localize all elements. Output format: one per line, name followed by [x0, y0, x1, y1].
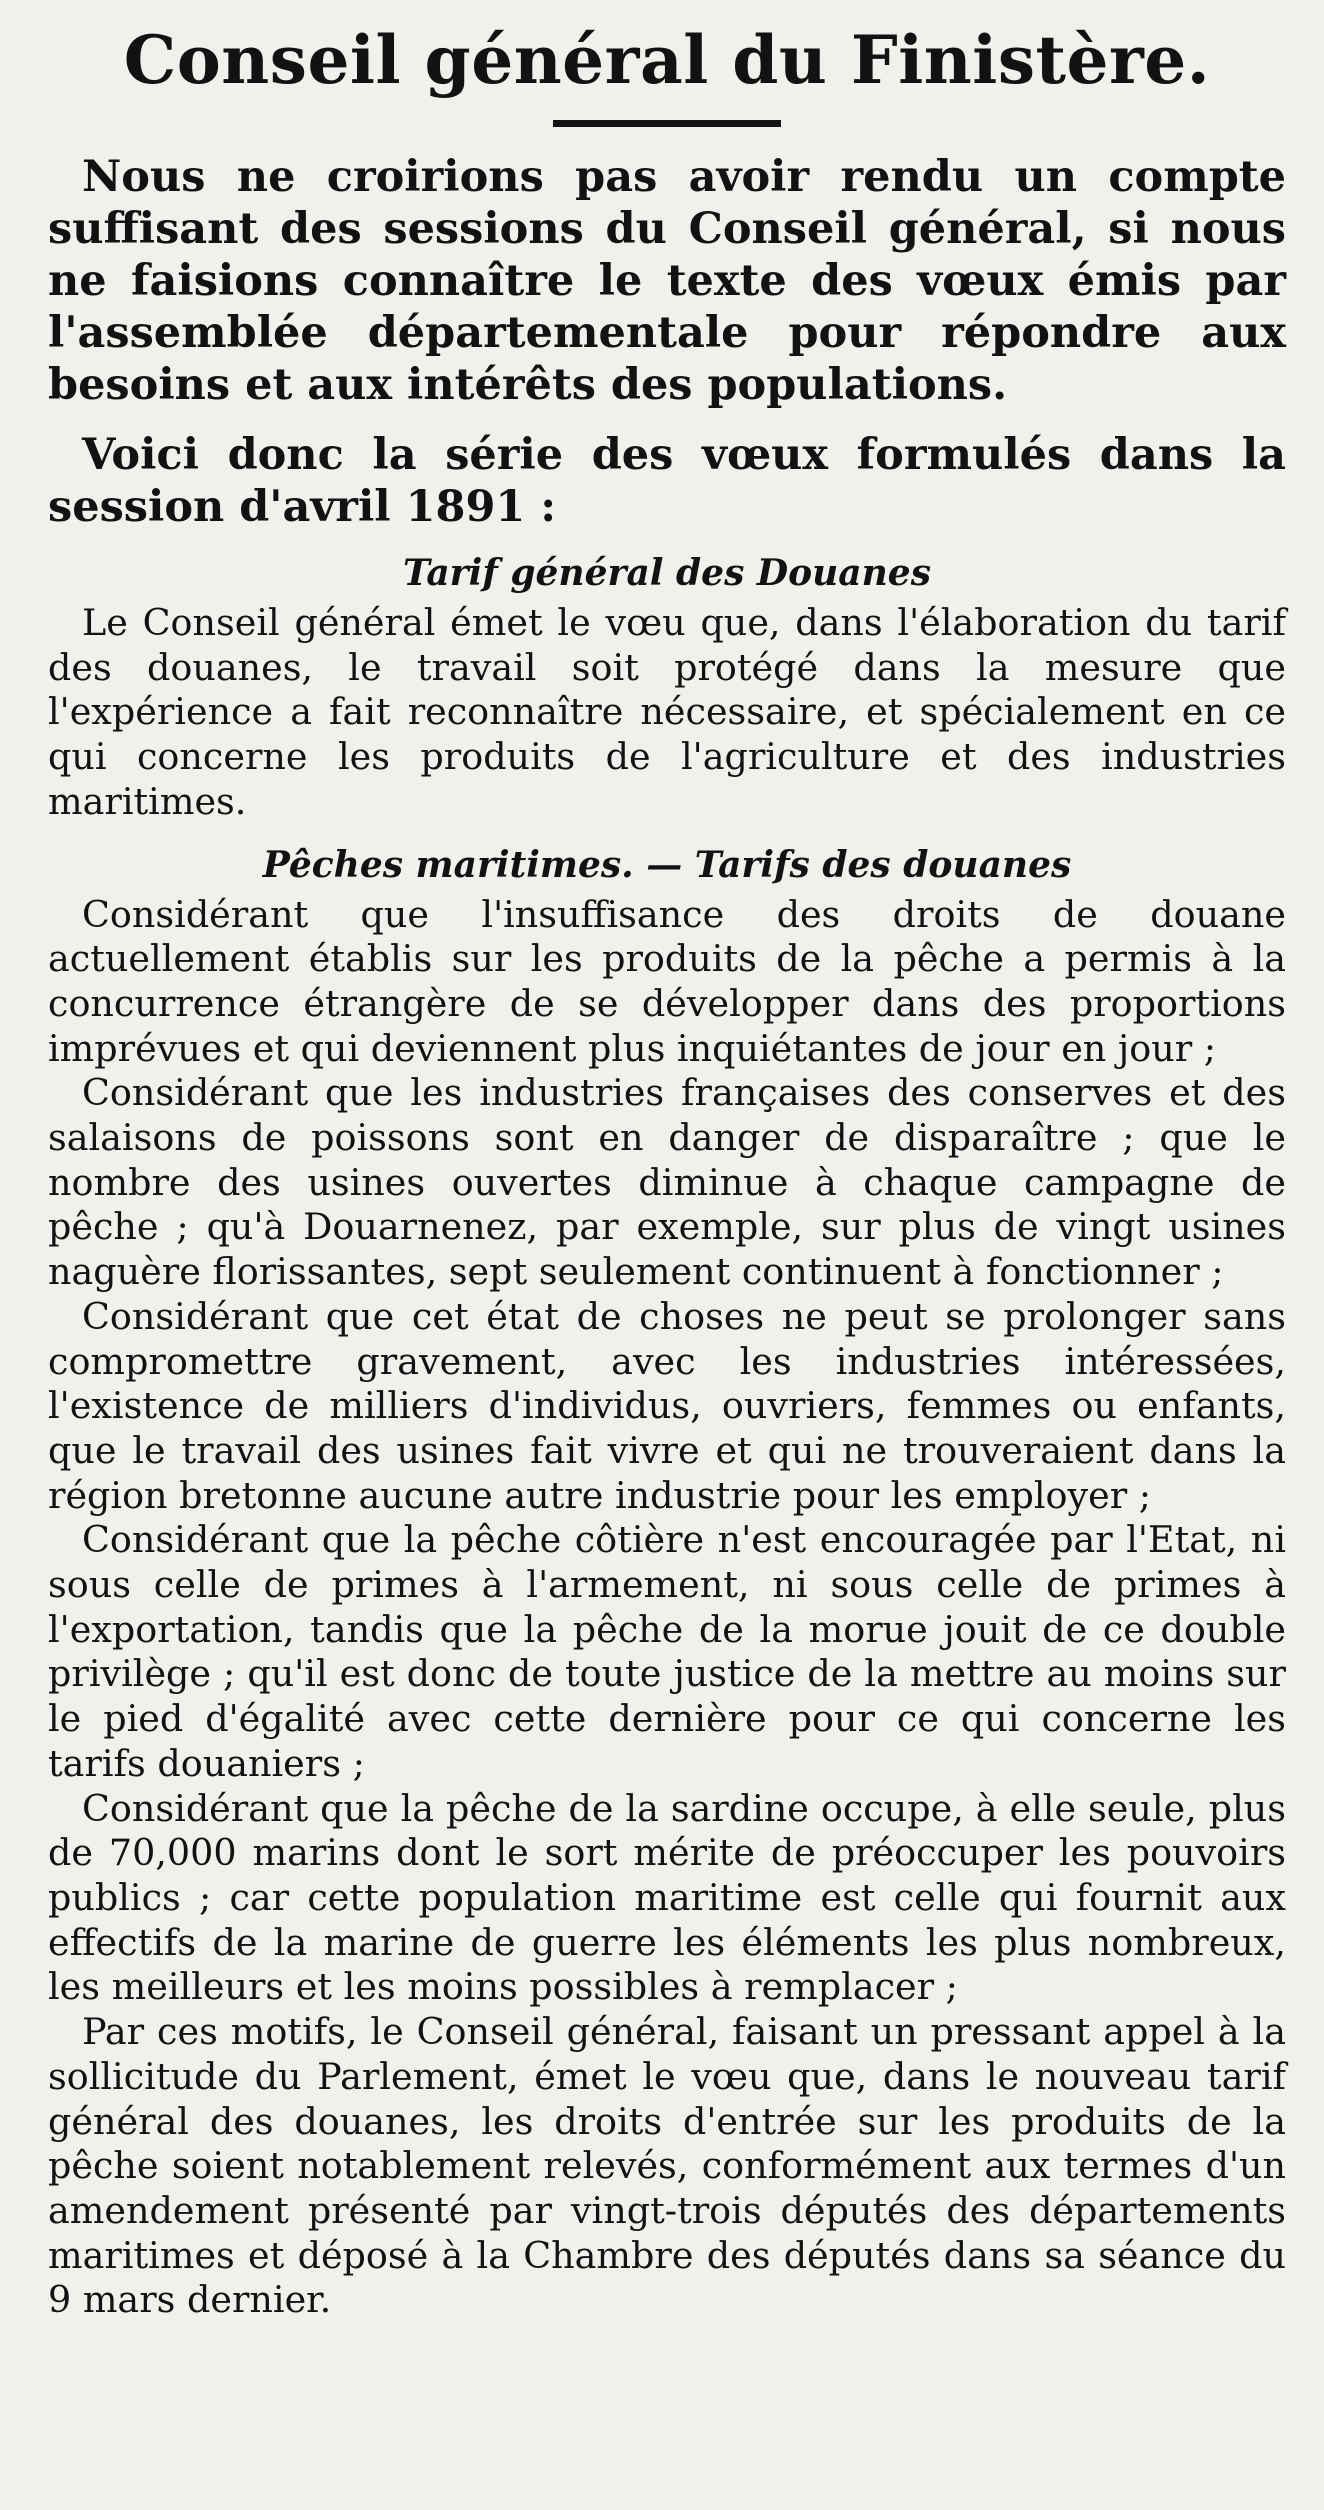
considerant-paragraph-1: Considérant que l'insuffisance des droits de douane actuellement établis sur les produits de la pêche a permis à la concurrence étrangère de se développer dans des proportions imprévues et qui deviennent plus inquiétantes de jour en jour ; — [48, 892, 1286, 1070]
article-title: Conseil général du Finistère. — [123, 21, 1211, 99]
considerant-paragraph-2: Considérant que les industries françaises des conserves et des salaisons de poissons sont en danger de disparaître ; que le nombre des usines ouvertes diminue à chaque campagne de pêche ; qu'à Douarnenez, par exemple, sur plus de vingt usines naguère florissantes, sept seulement continuent à fonctionner ; — [48, 1071, 1286, 1294]
lead-paragraph-series: Voici donc la série des vœux formulés dans la session d'avril 1891 : — [48, 430, 1286, 532]
resolution-paragraph: Par ces motifs, le Conseil général, faisant un pressant appel à la sollicitude du Parlement, émet le vœu que, dans le nouveau tarif général des douanes, les droits d'entrée sur les produits de la pêche soient notablement relevés, conformément aux termes d'un amendement présenté par vingt-trois députés des départements maritimes et déposé à la Chambre des députés dans sa séance du 9 mars dernier. — [48, 2010, 1286, 2322]
considerant-paragraph-4: Considérant que la pêche côtière n'est encouragée par l'Etat, ni sous celle de primes à l'armement, ni sous celle de primes à l'exportation, tandis que la pêche de la morue jouit de ce double privilège ; qu'il est donc de toute justice de la mettre au moins sur le pied d'égalité avec cette dernière pour ce qui concerne les tarifs douaniers ; — [48, 1518, 1286, 1785]
considerant-paragraph-5: Considérant que la pêche de la sardine occupe, à elle seule, plus de 70,000 marins dont le sort mérite de préoccuper les pouvoirs publics ; car cette population maritime est celle qui fournit aux effectifs de la marine de guerre les éléments les plus nombreux, les meilleurs et les moins possibles à remplacer ; — [48, 1786, 1286, 2009]
tarif-general-resolution: Le Conseil général émet le vœu que, dans l'élaboration du tarif des douanes, le travail soit protégé dans la mesure que l'expérience a fait reconnaître nécessaire, et spécialement en ce qui concerne les produits de l'agriculture et des industries maritimes. — [48, 601, 1286, 823]
title-divider — [553, 120, 781, 127]
lead-paragraph-intro: Nous ne croirions pas avoir rendu un compte suffisant des sessions du Conseil général, si nous ne faisions connaître le texte des vœux émis par l'assemblée départementale pour répondre aux besoins et aux intérêts des populations. — [48, 152, 1286, 410]
considerant-paragraph-3: Considérant que cet état de choses ne peut se prolonger sans compromettre gravement, avec les industries intéressées, l'existence de milliers d'individus, ouvriers, femmes ou enfants, que le travail des usines fait vivre et qui ne trouveraient dans la région bretonne aucune autre industrie pour les employer ; — [48, 1294, 1286, 1517]
newspaper-article — [48, 20, 1286, 2323]
section-heading-peches-maritimes: Pêches maritimes. — Tarifs des douanes — [262, 843, 1072, 886]
section-heading-tarif-general: Tarif général des Douanes — [403, 552, 931, 594]
section-peches-maritimes — [48, 843, 1286, 2324]
section-tarif-general — [48, 551, 1286, 825]
